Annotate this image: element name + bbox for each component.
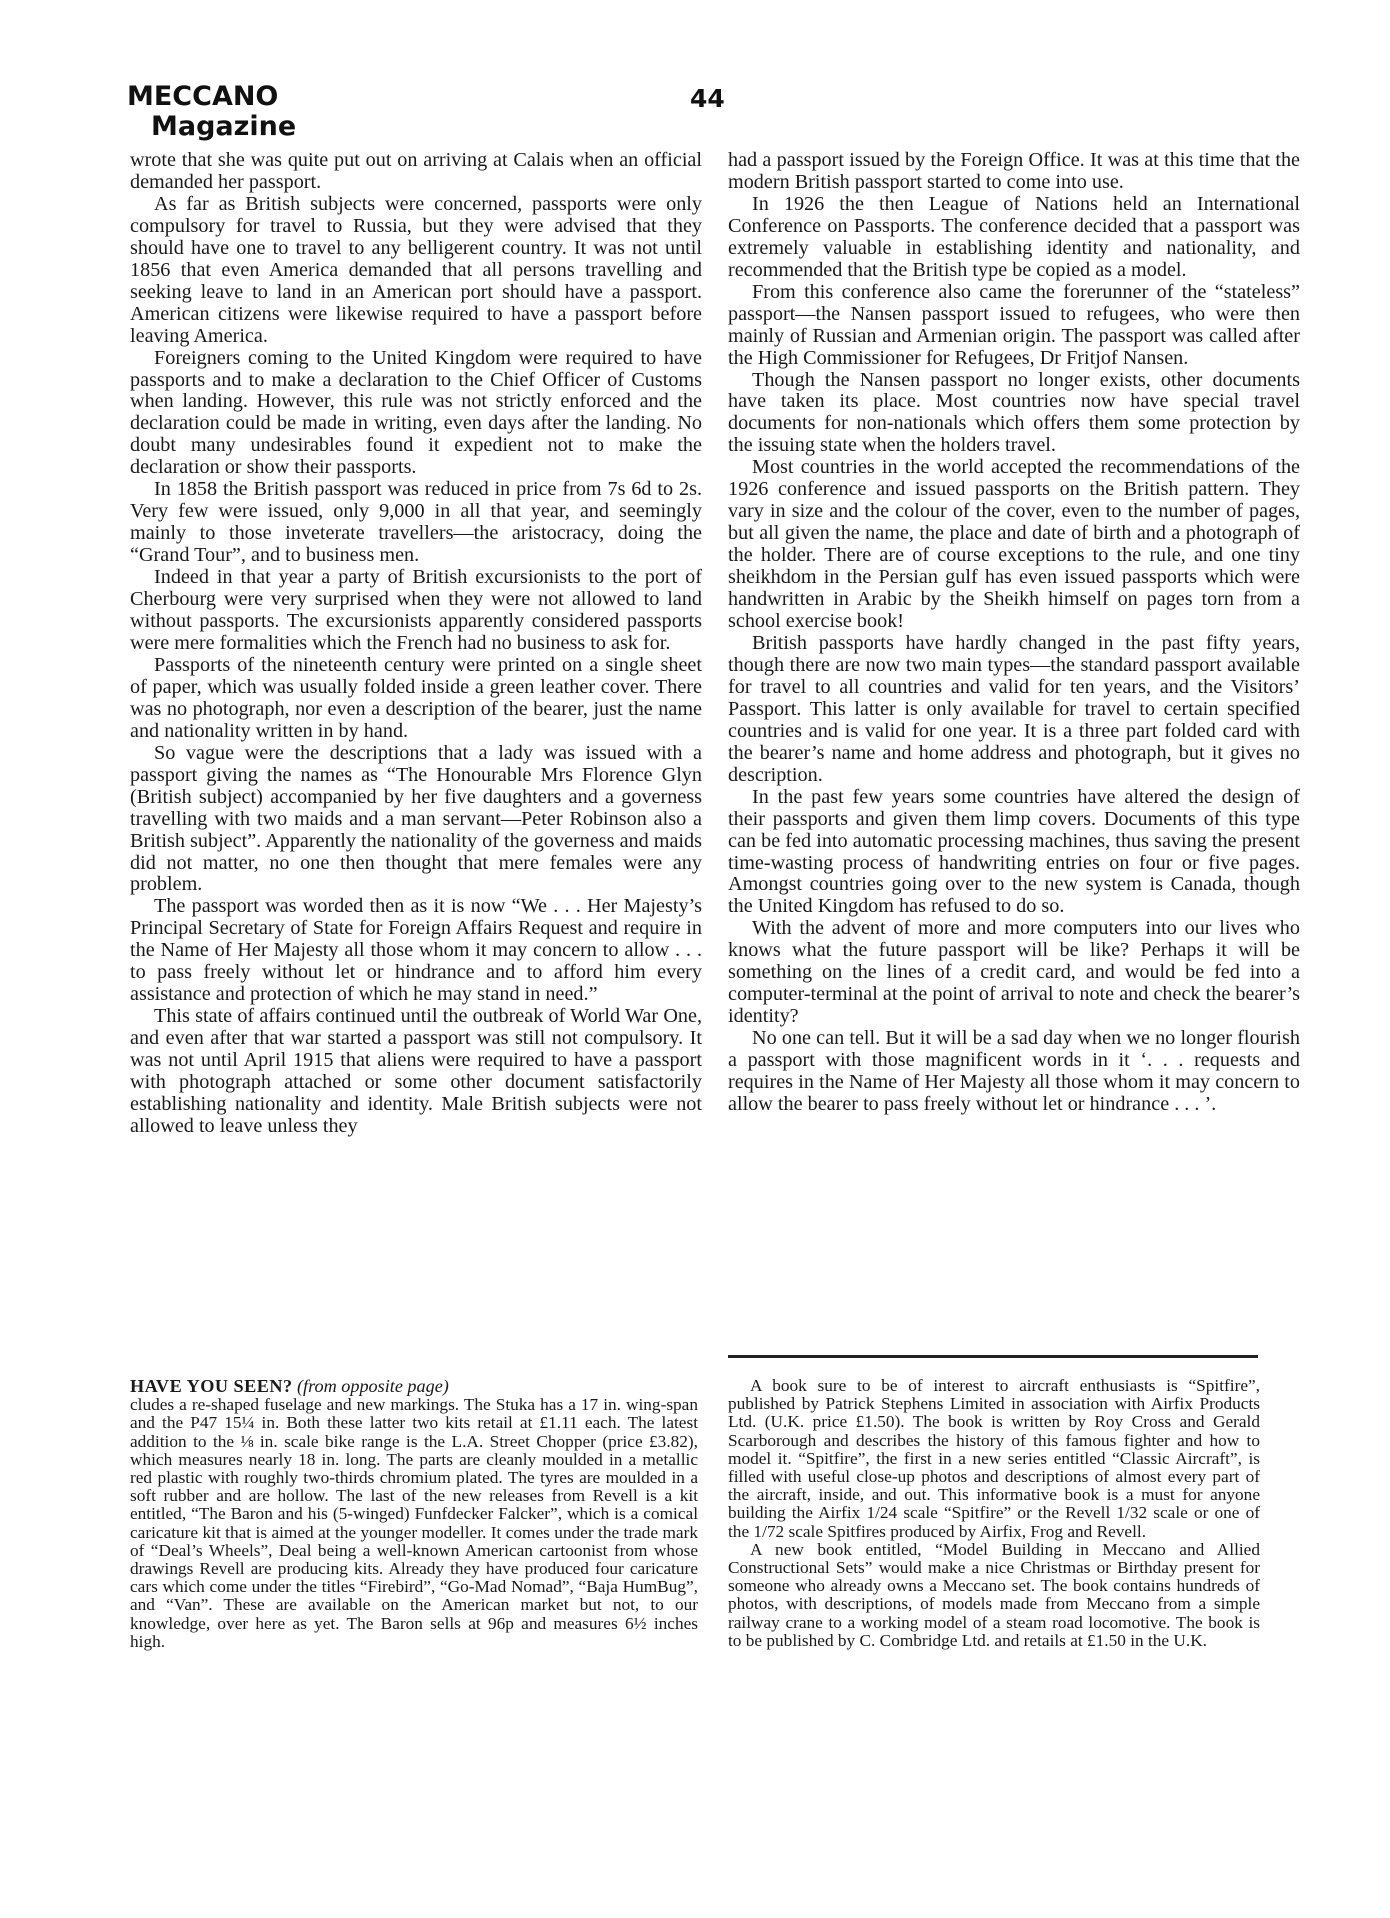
article-paragraph: The passport was worded then as it is now “We . . . Her Majesty’s Principal Secretary of State for Foreign Affairs Request and require in the Name of Her Majesty all those whom it may concern to allow . . . to pass freely without let or hindrance and to afford him every assistance and protection of which he may stand in need.” [130, 895, 702, 1006]
have-you-seen-title: HAVE YOU SEEN? [130, 1376, 293, 1396]
masthead-line-2: Magazine [151, 111, 297, 142]
masthead-line-1: MECCANO [127, 81, 279, 112]
article-paragraph: Foreigners coming to the United Kingdom were required to have passports and to make a declaration to the Chief Officer of Customs when landing. However, this rule was not strictly enforced and the declaration could be made in writing, even days after the landing. No doubt many undesirables found it expedient not to make the declaration or show their passports. [130, 346, 702, 479]
page-number: 44 [690, 84, 725, 113]
magazine-masthead [127, 82, 296, 142]
article-left-column [130, 150, 702, 1138]
article-paragraph: So vague were the descriptions that a lady was issued with a passport giving the names as “The Honourable Mrs Florence Glyn (British subject) accompanied by her five daughters and a governess travelling with two maids and a man servant—Peter Robinson also a British subject”. Apparently the nationality of the governess and maids did not matter, no one then thought that mere females were any problem. [130, 741, 702, 896]
article-paragraph: Though the Nansen passport no longer exists, other documents have taken its place. Most countries now have special travel documents for non-nationals which offers them some protection by the issuing state when the holders travel. [728, 368, 1300, 457]
article-paragraph: Most countries in the world accepted the recommendations of the 1926 conference and issued passports on the British pattern. They vary in size and the colour of the cover, even to the number of pages, but all given the name, the place and date of birth and a photograph of the holder. There are of course exceptions to the rule, and one tiny sheikhdom in the Persian gulf has even issued passports which were handwritten in Arabic by the Sheikh himself on pages torn from a school exercise book! [728, 456, 1300, 633]
article-paragraph: As far as British subjects were concerned, passports were only compulsory for travel to Russia, but they were advised that they should have one to travel to any belligerent country. It was not until 1856 that even America demanded that all persons travelling and seeking leave to land in an American port should have a passport. American citizens were likewise required to have a passport before leaving America. [130, 192, 702, 347]
have-you-seen-paragraph: A new book entitled, “Model Building in Meccano and Allied Constructional Sets” would make a nice Christmas or Birthday present for someone who already owns a Meccano set. The book contains hundreds of photos, with descriptions, of models made from Meccano from a simple railway crane to a working model of a steam road locomotive. The book is to be published by C. Combridge Ltd. and retails at £1.50 in the U.K. [728, 1539, 1260, 1650]
article-paragraph: wrote that she was quite put out on arriving at Calais when an official demanded her passport. [130, 149, 702, 193]
section-divider-rule [728, 1355, 1258, 1358]
have-you-seen-subtitle: (from opposite page) [296, 1376, 449, 1396]
article-paragraph: British passports have hardly changed in the past fifty years, though there are now two main types—the standard passport available for travel to all countries and valid for ten years, and the Visitors’ Passport. This latter is only available for travel to certain specified countries and is valid for one year. It is a three part folded card with the bearer’s name and home address and photograph, but it gives no description. [728, 631, 1300, 786]
have-you-seen-paragraph: A book sure to be of interest to aircraft enthusiasts is “Spitfire”, published by Patrick Stephens Limited in association with Airfix Products Ltd. (U.K. price £1.50). The book is written by Roy Cross and Gerald Scarborough and describes the history of this famous fighter and how to model it. “Spitfire”, the first in a new series entitled “Classic Aircraft”, is filled with useful close-up photos and descriptions of almost every part of the aircraft, inside, and out. This informative book is a must for anyone building the Airfix 1/24 scale “Spitfire” or the Revell 1/32 scale or one of the 1/72 scale Spitfires produced by Airfix, Frog and Revell. [728, 1376, 1260, 1541]
have-you-seen-heading [130, 1377, 698, 1396]
article-paragraph: had a passport issued by the Foreign Office. It was at this time that the modern British passport started to come into use. [728, 149, 1300, 193]
article-paragraph: In 1858 the British passport was reduced in price from 7s 6d to 2s. Very few were issued, only 9,000 in all that year, and seemingly mainly to those inveterate travellers—the aristocracy, doing the “Grand Tour”, and to business men. [130, 478, 702, 567]
article-paragraph: With the advent of more and more computers into our lives who knows what the future passport will be like? Perhaps it will be something on the lines of a credit card, and would be fed into a computer-terminal at the point of arrival to note and check the bearer’s identity? [728, 917, 1300, 1028]
article-paragraph: No one can tell. But it will be a sad day when we no longer flourish a passport with those magnificent words in it ‘. . . requests and requires in the Name of Her Majesty all those whom it may concern to allow the bearer to pass freely without let or hindrance . . . ’. [728, 1027, 1300, 1115]
article-right-column [728, 150, 1300, 1116]
have-you-seen-right-column [728, 1377, 1260, 1650]
article-paragraph: In the past few years some countries have altered the design of their passports and given them limp covers. Documents of this type can be fed into automatic processing machines, thus saving the present time-wasting process of handwriting entries on four or five pages. Amongst countries going over to the new system is Canada, though the United Kingdom has refused to do so. [728, 785, 1300, 918]
article-paragraph: Indeed in that year a party of British excursionists to the port of Cherbourg were very surprised when they were not allowed to land without passports. The excursionists apparently considered passports were mere formalities which the French had no business to ask for. [130, 566, 702, 654]
article-paragraph: This state of affairs continued until the outbreak of World War One, and even after that war started a passport was still not compulsory. It was not until April 1915 that aliens were required to have a passport with photograph attached or some other document satisfactorily establishing nationality and identity. Male British subjects were not allowed to leave unless they [130, 1005, 702, 1137]
have-you-seen-left-column [130, 1377, 698, 1651]
article-paragraph: Passports of the nineteenth century were printed on a single sheet of paper, which was usually folded inside a green leather cover. There was no photograph, nor even a description of the bearer, just the name and nationality written in by hand. [130, 653, 702, 742]
article-paragraph: In 1926 the then League of Nations held an International Conference on Passports. The conference decided that a passport was extremely valuable in establishing identity and nationality, and recommended that the British type be copied as a model. [728, 192, 1300, 281]
article-paragraph: From this conference also came the forerunner of the “stateless” passport—the Nansen passport issued to refugees, who were then mainly of Russian and Armenian origin. The passport was called after the High Commissioner for Refugees, Dr Fritjof Nansen. [728, 280, 1300, 369]
have-you-seen-paragraph: cludes a re-shaped fuselage and new markings. The Stuka has a 17 in. wing-span and the P47 15¼ in. Both these latter two kits retail at £1.11 each. The latest addition to the ⅛ in. scale bike range is the L.A. Street Chopper (price £3.82), which measures nearly 18 in. long. The parts are cleanly moulded in a metallic red plastic with roughly two-thirds chromium plated. The tyres are moulded in a soft rubber and are hollow. The last of the new releases from Revell is a kit entitled, “The Baron and his (5-winged) Funfdecker Falcker”, which is a comical caricature kit that is aimed at the younger modeller. It comes under the trade mark of “Deal’s Wheels”, Deal being a well-known American cartoonist from whose drawings Revell are producing kits. Already they have produced four caricature cars which come under the titles “Firebird”, “Go-Mad Nomad”, “Baja HumBug”, and “Van”. These are available on the American market but not, to our knowledge, over here as yet. The Baron sells at 96p and measures 6½ inches high. [130, 1395, 698, 1651]
